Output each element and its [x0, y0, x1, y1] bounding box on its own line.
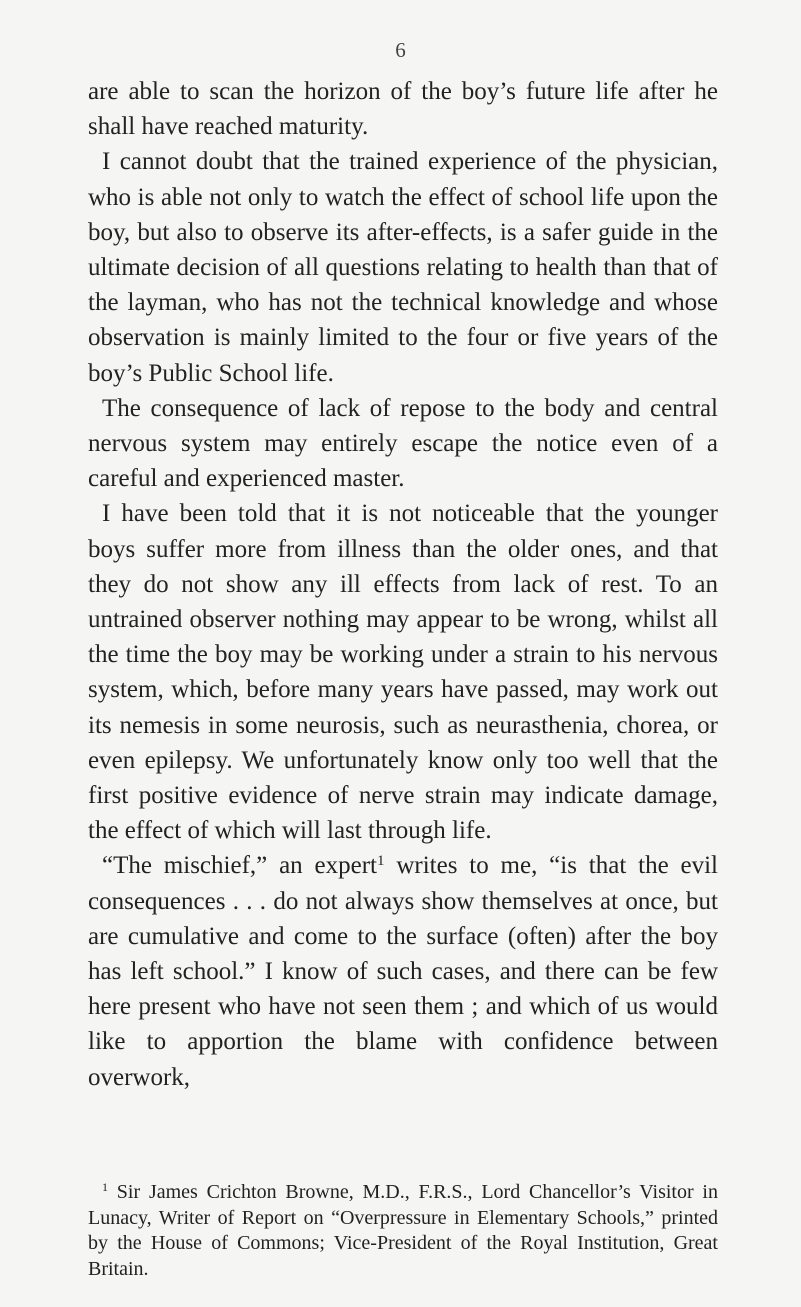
footnote-paragraph [88, 1180, 718, 1282]
quote-text-before: “The mischief,” an expert [102, 852, 377, 880]
paragraph-consequence: The consequence of lack of repose to the body and central nervous system may entirely escape the notice even of a careful and experienced master. [88, 394, 718, 493]
footnote-reference: 1 [376, 853, 385, 870]
body-text [88, 74, 718, 1095]
quote-text-after: writes to me, “is that the evil consequences . . . do not always show themselves at once, but are cumulative and come to the surface (often) after the boy has left school.” I know of such cases, and there can be few here present who have not seen them ; and which of us would like to apportion the blame with confidence between overwork, [88, 852, 719, 1091]
paragraph-physician: I cannot doubt that the trained experience of the physician, who is able not only to watch the effect of school life upon the boy, but also to observe its after-effects, is a safer guide in the ultimate decision of all questions relating to health than that of the layman, who has not the technical knowledge and whose observation is mainly limited to the four or five years of the boy’s Public School life. [88, 148, 718, 387]
page-number: 6 [395, 38, 406, 62]
paragraph-continuation: are able to scan the horizon of the boy’s future life after he shall have reached maturity. [88, 78, 718, 141]
footnote-number: 1 [102, 1180, 108, 1194]
paragraph-younger-boys: I have been told that it is not noticeable that the younger boys suffer more from illness than the older ones, and that they do not show any ill effects from lack of rest. To an untrained observer nothing may appear to be wrong, whilst all the time the boy may be working under a strain to his nervous system, which, before many years have passed, may work out its nemesis in some neurosis, such as neurasthenia, chorea, or even epilepsy. We unfortunately know only too well that the first positive evidence of nerve strain may indicate damage, the effect of which will last through life. [88, 500, 718, 845]
footnote-text: Sir James Crichton Browne, M.D., F.R.S., Lord Chancellor’s Visitor in Lunacy, Writer of Report on “Overpressure in Elementary Schools,” printed by the House of Commons; Vice-President of the Royal Institution, Great Britain. [88, 1181, 718, 1280]
paragraph-quote [88, 848, 718, 1094]
footnote [88, 1180, 718, 1282]
